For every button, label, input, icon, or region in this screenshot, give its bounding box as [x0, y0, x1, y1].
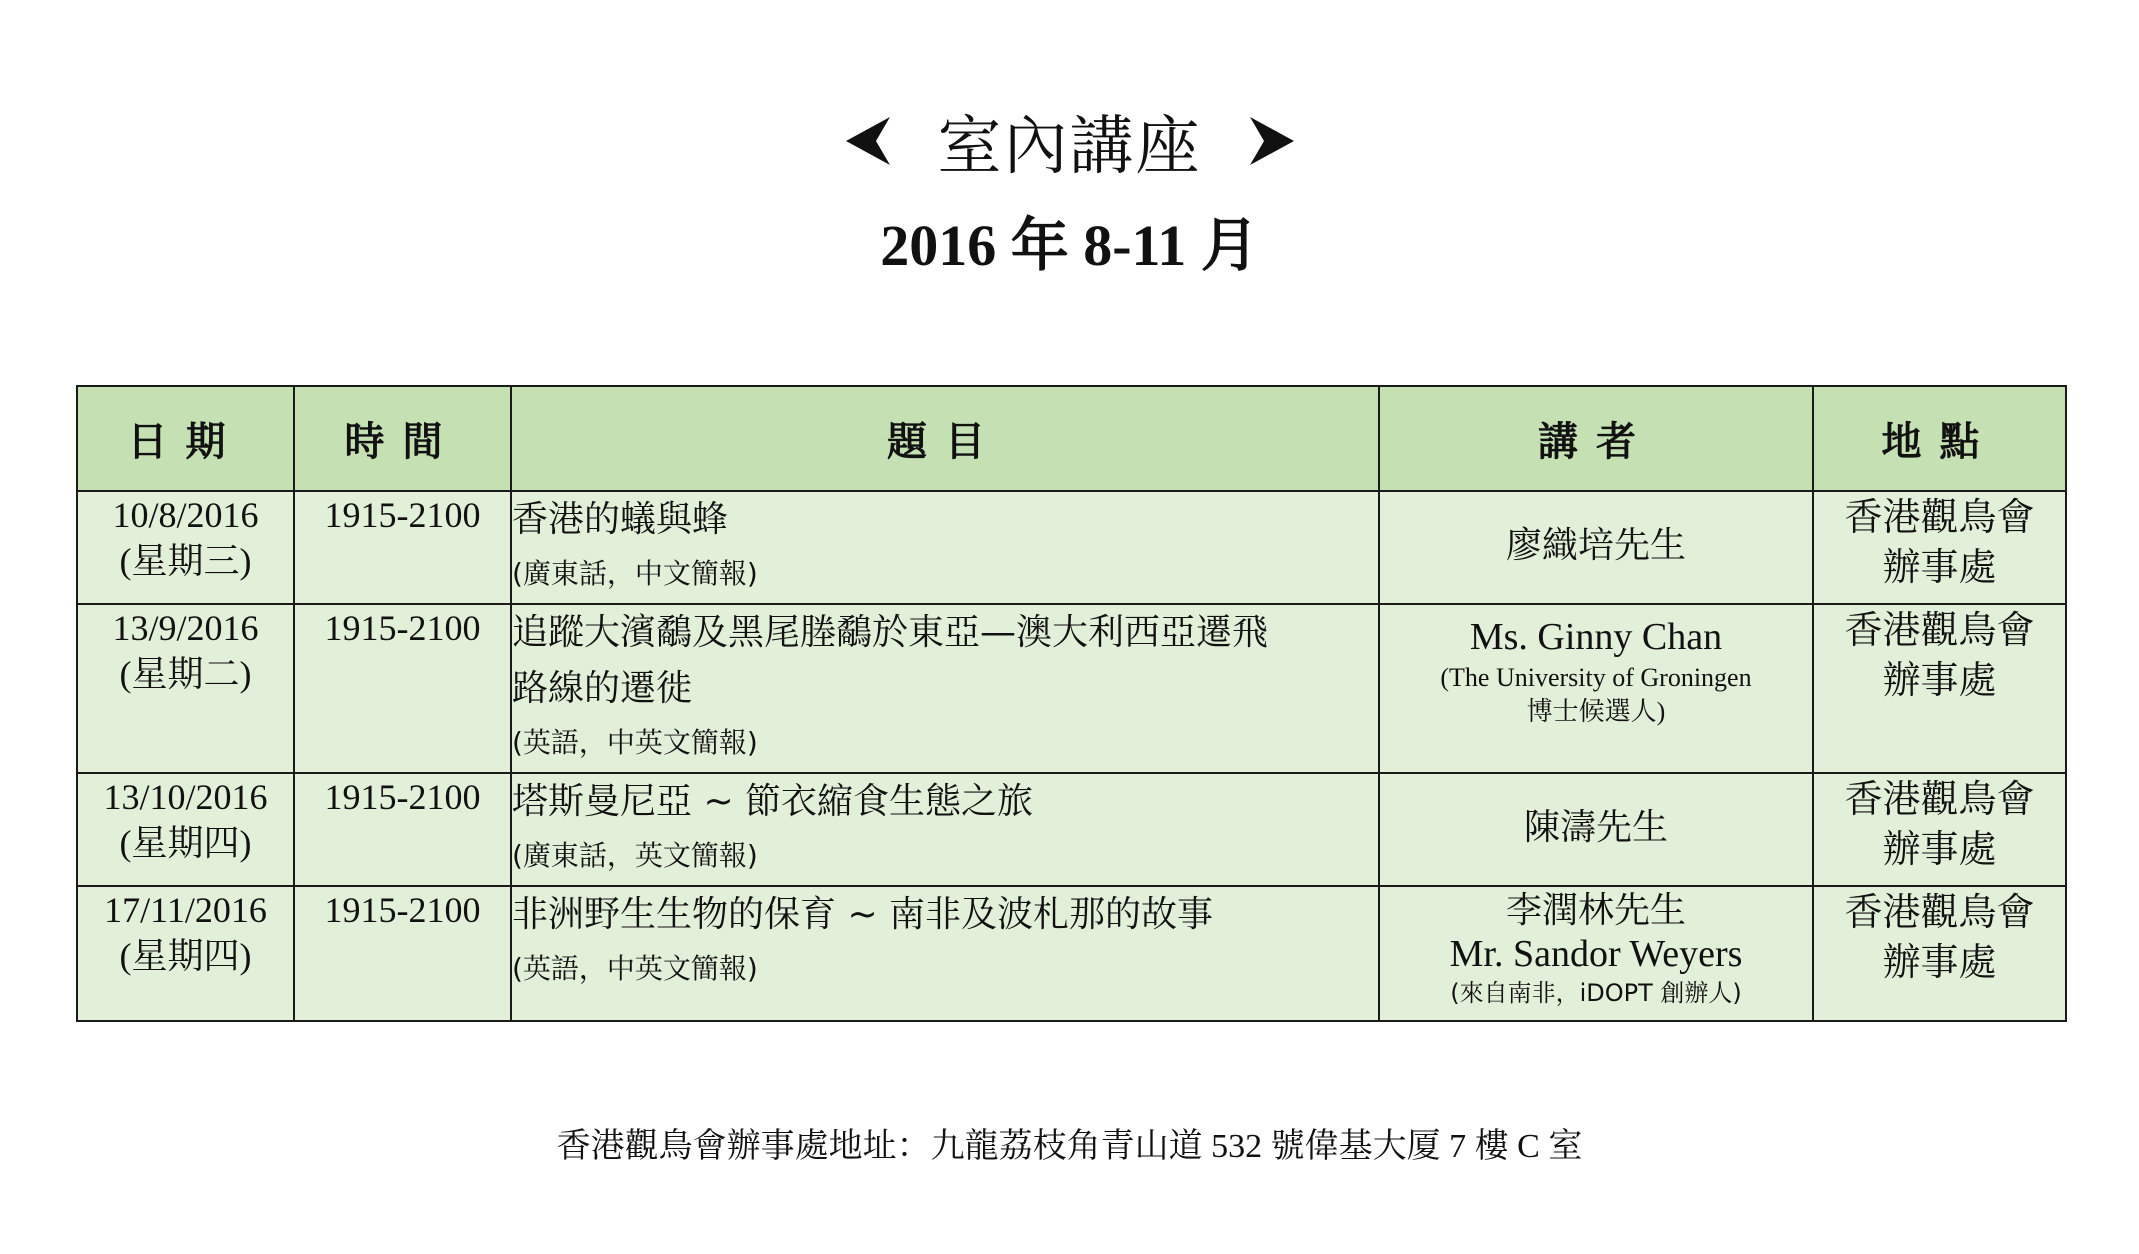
header-venue: 地點 — [1813, 386, 2066, 491]
weekday-text: (星期三) — [119, 541, 252, 581]
topic-cell — [511, 491, 1379, 604]
title-row — [0, 95, 2139, 187]
date-cell — [77, 773, 294, 886]
venue-line1: 香港觀鳥會 — [1844, 495, 2035, 539]
table-row — [77, 491, 2066, 604]
table-row — [77, 604, 2066, 773]
date-text: 17/11/2016 — [104, 890, 267, 930]
date-text: 13/10/2016 — [103, 777, 268, 817]
date-text: 13/9/2016 — [112, 608, 259, 648]
lecture-schedule-table — [76, 385, 2067, 1022]
venue-line2: 辦事處 — [1882, 940, 1997, 984]
header-speaker: 講者 — [1379, 386, 1813, 491]
speaker-name: 廖織培先生 — [1505, 525, 1686, 566]
venue-line2: 辦事處 — [1882, 545, 1997, 589]
venue-cell — [1813, 886, 2066, 1021]
venue-cell — [1813, 491, 2066, 604]
table-header-row — [77, 386, 2066, 491]
right-arrow-icon — [1242, 111, 1302, 171]
venue-line1: 香港觀鳥會 — [1844, 608, 2035, 652]
office-address: 香港觀鳥會辦事處地址：九龍荔枝角青山道 532 號偉基大厦 7 樓 C 室 — [556, 1128, 1583, 1165]
topic-language: (英語，中英文簡報) — [512, 952, 758, 985]
topic-title-line1: 追蹤大濱鷸及黑尾塍鷸於東亞—澳大利西亞遷飛 — [512, 612, 1269, 653]
table-row — [77, 773, 2066, 886]
date-cell — [77, 491, 294, 604]
page-subtitle: 2016 年 8-11 月 — [880, 213, 1259, 278]
speaker-name: Ms. Ginny Chan — [1469, 616, 1723, 658]
topic-title: 香港的蟻與蜂 — [512, 499, 729, 540]
speaker-cell — [1379, 773, 1813, 886]
left-arrow-icon — [838, 111, 898, 171]
topic-cell — [511, 886, 1379, 1021]
topic-language: (廣東話，中文簡報) — [512, 557, 758, 590]
header-time: 時間 — [294, 386, 511, 491]
venue-line2: 辦事處 — [1882, 658, 1997, 702]
venue-line2: 辦事處 — [1882, 827, 1997, 871]
page-title: 室內講座 — [937, 110, 1202, 184]
topic-language: (廣東話，英文簡報) — [512, 839, 758, 872]
speaker-name-en: Mr. Sandor Weyers — [1449, 933, 1743, 975]
topic-title-line2: 路線的遷徙 — [512, 668, 693, 709]
weekday-text: (星期四) — [119, 936, 252, 976]
speaker-name-zh: 李潤林先生 — [1505, 890, 1686, 931]
time-cell: 1915-2100 — [294, 604, 511, 773]
speaker-name: 陳濤先生 — [1523, 807, 1668, 848]
weekday-text: (星期四) — [119, 823, 252, 863]
time-cell: 1915-2100 — [294, 886, 511, 1021]
header-topic: 題目 — [511, 386, 1379, 491]
topic-title: 非洲野生生物的保育 ~ 南非及波札那的故事 — [512, 894, 1214, 935]
topic-title: 塔斯曼尼亞 ~ 節衣縮食生態之旅 — [512, 781, 1034, 822]
venue-line1: 香港觀鳥會 — [1844, 890, 2035, 934]
speaker-cell — [1379, 491, 1813, 604]
topic-cell — [511, 604, 1379, 773]
venue-cell — [1813, 604, 2066, 773]
weekday-text: (星期二) — [119, 654, 252, 694]
venue-cell — [1813, 773, 2066, 886]
date-cell — [77, 886, 294, 1021]
topic-cell — [511, 773, 1379, 886]
speaker-note: (來自南非，iDOPT 創辦人) — [1450, 979, 1742, 1007]
date-cell — [77, 604, 294, 773]
time-cell: 1915-2100 — [294, 773, 511, 886]
venue-line1: 香港觀鳥會 — [1844, 777, 2035, 821]
time-cell: 1915-2100 — [294, 491, 511, 604]
speaker-cell — [1379, 604, 1813, 773]
date-text: 10/8/2016 — [112, 495, 259, 535]
header-date: 日期 — [77, 386, 294, 491]
table-row — [77, 886, 2066, 1021]
speaker-role: 博士候選人) — [1526, 697, 1666, 726]
speaker-affiliation: (The University of Groningen — [1440, 663, 1752, 692]
topic-language: (英語，中英文簡報) — [512, 726, 758, 759]
speaker-cell — [1379, 886, 1813, 1021]
